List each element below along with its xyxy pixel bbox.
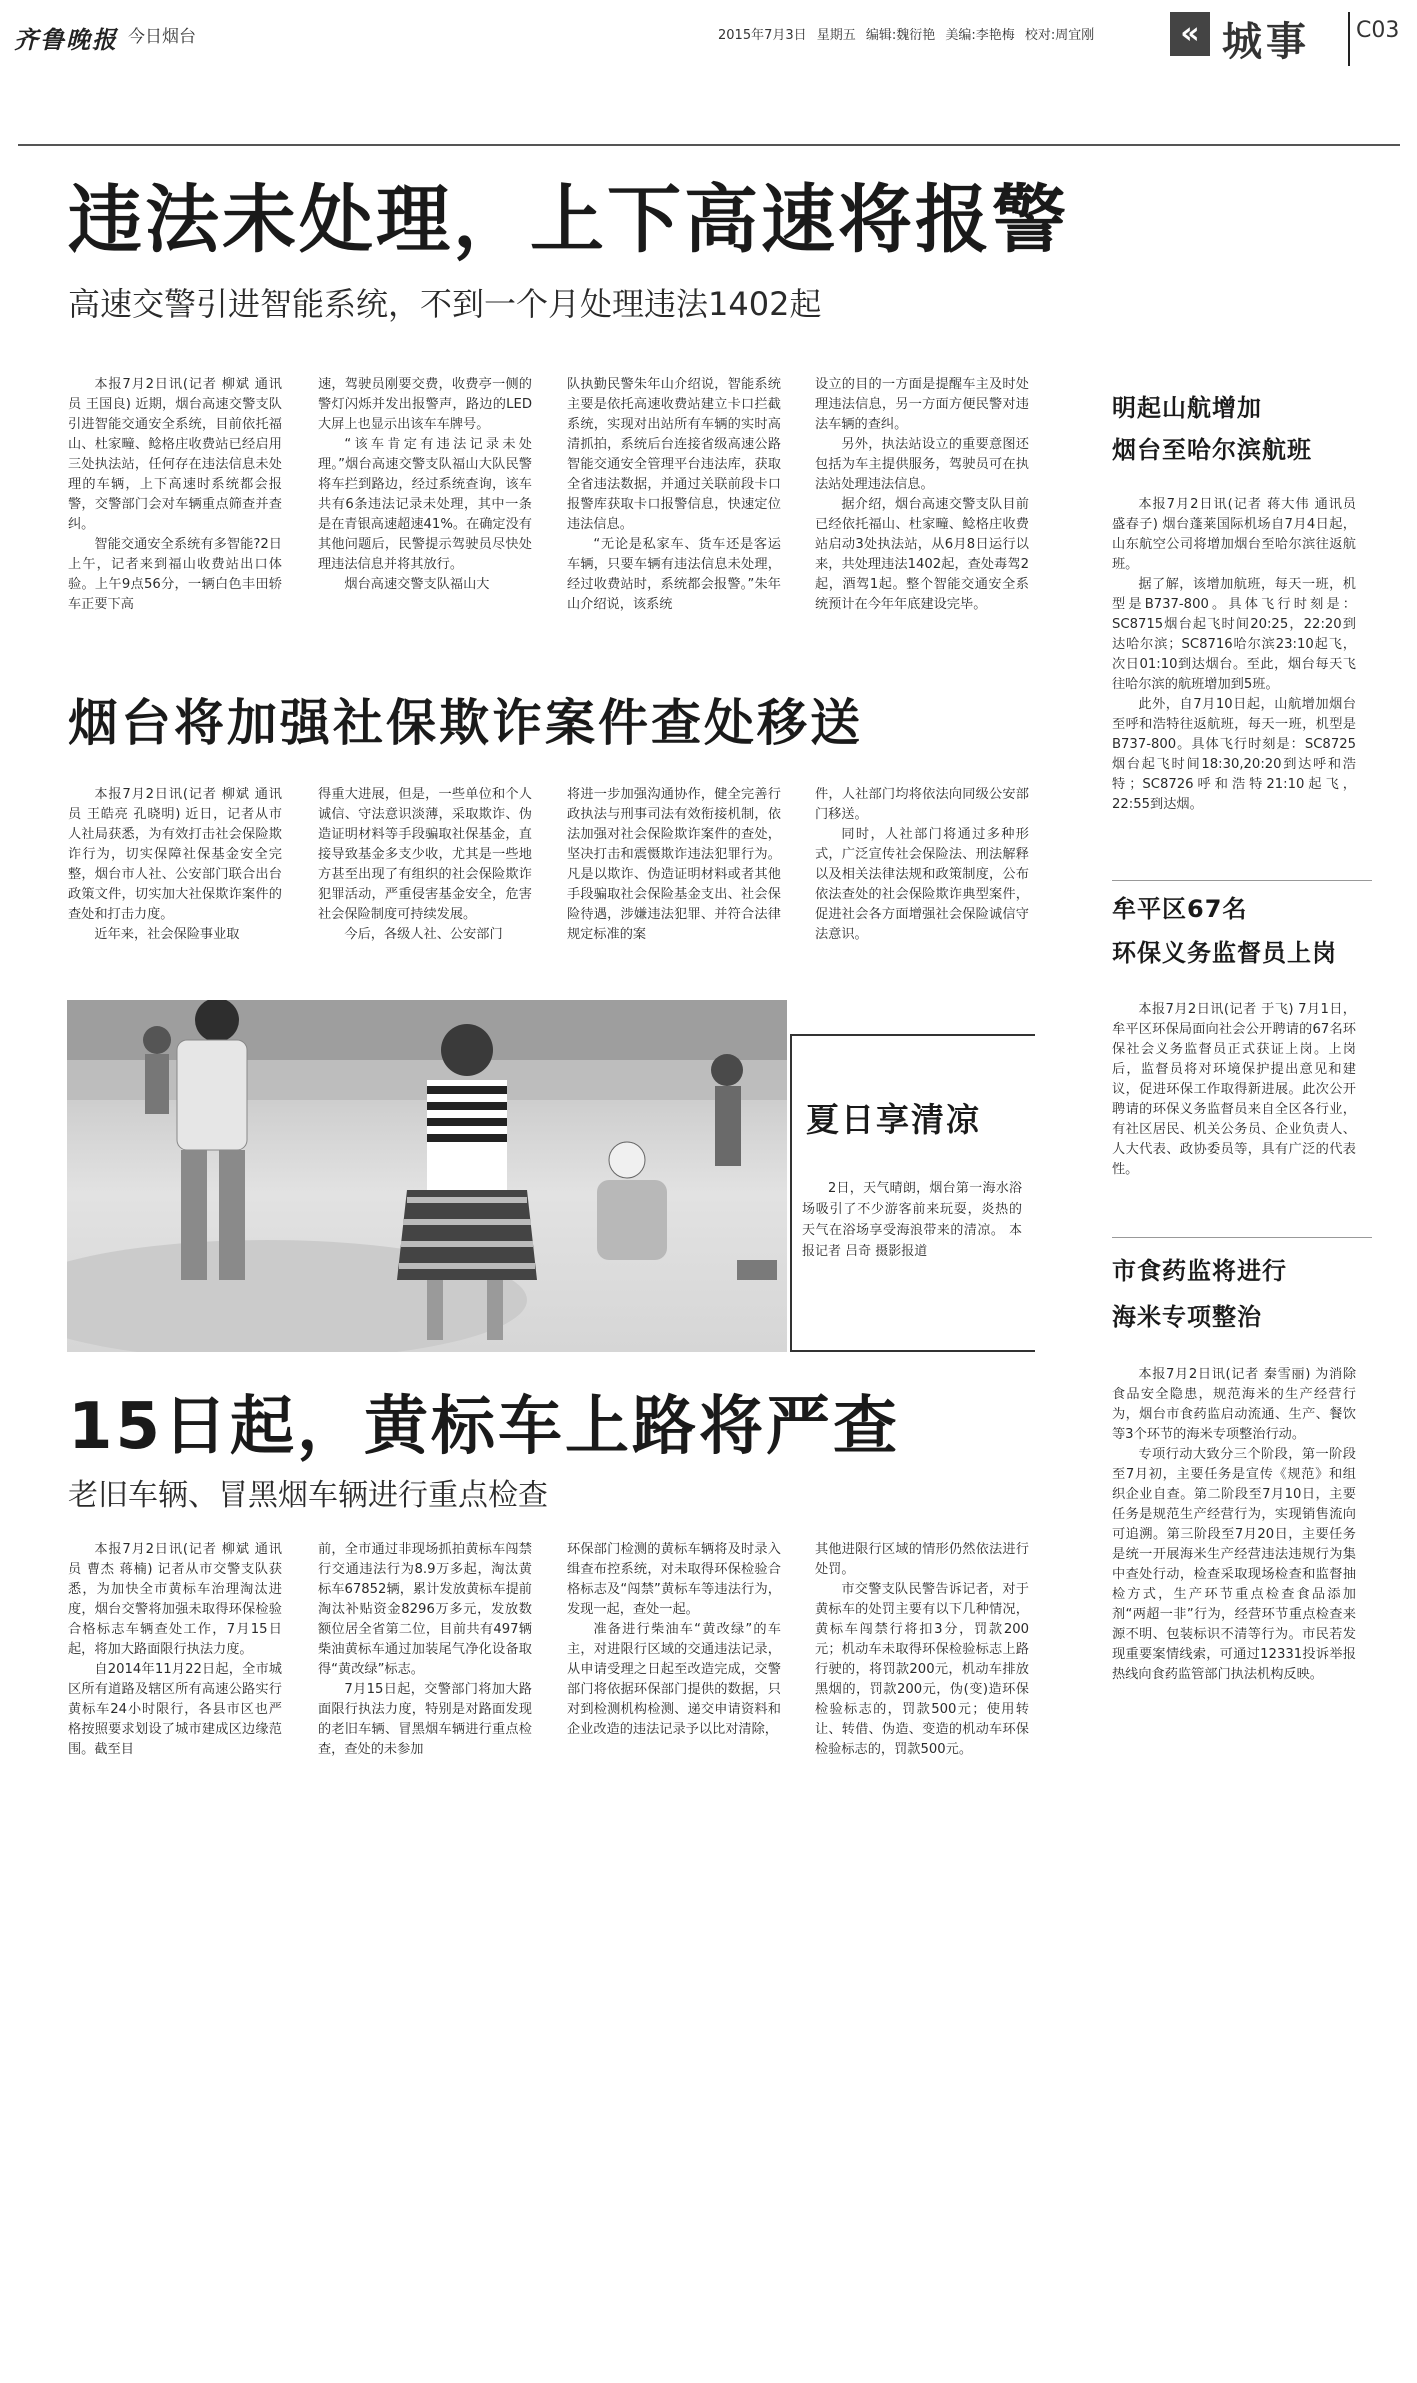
subheadline-article-1: 高速交警引进智能系统，不到一个月处理违法1402起 xyxy=(68,285,822,323)
article-2-column-2 xyxy=(318,785,532,985)
article-1-paragraph: 队执勤民警朱年山介绍说，智能系统主要是依托高速收费站建立卡口拦截系统，实现对出站所有车辆的实时高清抓拍，系统后台连接省级高速公路智能交通安全管理平台违法库，获取全省违法数据，并通过关联前段卡口报警库获取卡口报警信息，快速定位违法信息。 xyxy=(567,377,781,532)
sidebar-headline-1: 明起山航增加 xyxy=(1112,394,1262,422)
article-1-column-2 xyxy=(318,375,532,645)
article-1-paragraph: 智能交通安全系统有多智能?2日上午，记者来到福山收费站出口体验。上午9点56分，一辆白色丰田轿车正要下高 xyxy=(68,537,282,612)
article-1-paragraph: 烟台高速交警支队福山大 xyxy=(344,577,490,592)
sidebar-headline-3-line-2: 海米专项整治 xyxy=(1112,1303,1262,1331)
article-3-paragraph: 其他进限行区域的情形仍然依法进行处罚。 xyxy=(815,1542,1029,1577)
headline-article-3: 15日起，黄标车上路将严查 xyxy=(68,1390,901,1464)
article-3-paragraph: 本报7月2日讯(记者 柳斌 通讯员 曹杰 蒋楠) 记者从市交警支队获悉，为加快全市黄标车治理淘汰进度，烟台交警将加强未取得环保检验合格标志车辆查处工作，7月15日起，将加大路面限行执法力度。 xyxy=(68,1542,282,1657)
article-2-paragraph: 同时，人社部门将通过多种形式，广泛宣传社会保险法、刑法解释以及相关法律法规和政策制度，公布依法查处的社会保险欺诈典型案件，促进社会各方面增强社会保险诚信守法意识。 xyxy=(815,827,1029,942)
sidebar-divider xyxy=(1112,1237,1372,1238)
article-3-paragraph: 7月15日起，交警部门将加大路面限行执法力度，特别是对路面发现的老旧车辆、冒黑烟车辆进行重点检查，查处的未参加 xyxy=(318,1682,532,1757)
photo-caption-text: 2日，天气晴朗，烟台第一海水浴场吸引了不少游客前来玩耍，炎热的天气在浴场享受海浪带来的清凉。 本报记者 吕奇 摄影报道 xyxy=(802,1181,1022,1259)
beach-photo-illustration xyxy=(67,1000,787,1352)
sidebar-paragraph: 本报7月2日讯(记者 于飞) 7月1日，牟平区环保局面向社会公开聘请的67名环保社会义务监督员正式获证上岗。上岗后，监督员将对环境保护提出意见和建议，促进环保工作取得新进展。此次公开聘请的环保义务监督员来自全区各行业，有社区居民、机关公务员、企业负责人、人大代表、政协委员等，具有广泛的代表性。 xyxy=(1112,1002,1356,1177)
article-1-paragraph: “该车肯定有违法记录未处理。”烟台高速交警支队福山大队民警将车拦到路边，经过系统查询，该车共有6条违法记录未处理，其中一条是在青银高速超速41%。在确定没有其他问题后，民警提示驾驶员尽快处理违法信息并将其放行。 xyxy=(318,437,532,572)
sidebar-story-1 xyxy=(1112,495,1356,875)
article-3-paragraph: 环保部门检测的黄标车辆将及时录入缉查布控系统，对未取得环保检验合格标志及“闯禁”黄标车等违法行为，发现一起，查处一起。 xyxy=(567,1542,781,1617)
date-editor-line: 2015年7月3日 星期五 编辑:魏衍艳 美编:李艳梅 校对:周宜刚 xyxy=(718,28,1095,43)
headline-article-1: 违法未处理，上下高速将报警 xyxy=(68,177,1069,263)
sidebar-paragraph: 专项行动大致分三个阶段，第一阶段至7月初，主要任务是宣传《规范》和组织企业自查。第二阶段至7月10日，主要任务是规范生产经营行为，实现销售流向可追溯。第三阶段至7月20日，主要任务是统一开展海米生产经营违法违规行为集中查处行动，检查采取现场检查和监督抽检方式，生产环节重点检查食品添加剂“两超一非”行为，经营环节重点检查来源不明、包装标识不清等行为。市民若发现重要案情线索，可通过12331投诉举报热线向食药监管部门执法机构反映。 xyxy=(1112,1447,1356,1682)
header-rule xyxy=(18,144,1400,146)
article-2-column-1 xyxy=(68,785,282,985)
article-1-paragraph: 本报7月2日讯(记者 柳斌 通讯员 王国良) 近期，烟台高速交警支队引进智能交通安全系统，目前依托福山、杜家疃、鲶格庄收费站已经启用三处执法站，任何存在违法信息未处理的车辆，上下高速时系统都会报警，交警部门会对车辆重点筛查并查纠。 xyxy=(68,377,282,532)
beach-photo xyxy=(67,1000,787,1352)
sidebar-headline-1-line-2: 烟台至哈尔滨航班 xyxy=(1112,436,1312,464)
page-number: C03 xyxy=(1356,18,1400,43)
article-2-paragraph: 件，人社部门均将依法向同级公安部门移送。 xyxy=(815,787,1029,822)
photo-title: 夏日享清凉 xyxy=(806,1100,981,1139)
article-1-paragraph: “无论是私家车、货车还是客运车辆，只要车辆有违法信息未处理，经过收费站时，系统都会报警。”朱年山介绍说，该系统 xyxy=(567,537,781,612)
article-3-paragraph: 自2014年11月22日起，全市城区所有道路及辖区所有高速公路实行黄标车24小时限行，各县市区也严格按照要求划设了城市建成区边缘范围。截至目 xyxy=(68,1662,282,1757)
section-arrow-icon: « xyxy=(1170,12,1210,56)
sidebar-paragraph: 此外，自7月10日起，山航增加烟台至呼和浩特往返航班，每天一班，机型是B737-800。具体飞行时刻是：SC8725烟台起飞时间18:30,20:20到达呼和浩特；SC8726呼和浩特21:10起飞，22:55到达烟。 xyxy=(1112,697,1356,812)
article-3-column-3 xyxy=(567,1540,781,1870)
article-1-column-4 xyxy=(815,375,1029,645)
article-2-paragraph: 得重大进展，但是，一些单位和个人诚信、守法意识淡薄，采取欺诈、伪造证明材料等手段骗取社保基金，直接导致基金多支少收，尤其是一些地方甚至出现了有组织的社会保险欺诈犯罪活动，严重侵害基金安全，危害社会保险制度可持续发展。 xyxy=(318,787,532,922)
sidebar-headline-2-line-2: 环保义务监督员上岗 xyxy=(1112,939,1337,967)
article-1-paragraph: 设立的目的一方面是提醒车主及时处理违法信息，另一方面方便民警对违法车辆的查纠。 xyxy=(815,377,1029,432)
article-2-paragraph: 近年来，社会保险事业取 xyxy=(94,927,240,942)
sidebar-paragraph: 本报7月2日讯(记者 蒋大伟 通讯员 盛春子) 烟台蓬莱国际机场自7月4日起，山东航空公司将增加烟台至哈尔滨往返航班。 xyxy=(1112,497,1356,572)
article-1-column-3 xyxy=(567,375,781,645)
sidebar-paragraph: 本报7月2日讯(记者 秦雪丽) 为消除食品安全隐患，规范海米的生产经营行为，烟台市食药监启动流通、生产、餐饮等3个环节的海米专项整治行动。 xyxy=(1112,1367,1356,1442)
article-1-paragraph: 据介绍，烟台高速交警支队目前已经依托福山、杜家疃、鲶格庄收费站启动3处执法站，从6月8日运行以来，共处理违法1402起，查处毒驾2起，酒驾1起。整个智能交通安全系统预计在今年年底建设完毕。 xyxy=(815,497,1029,612)
article-1-paragraph: 另外，执法站设立的重要意图还包括为车主提供服务，驾驶员可在执法站处理违法信息。 xyxy=(815,437,1029,492)
photo-caption xyxy=(802,1178,1022,1262)
subheadline-article-3: 老旧车辆、冒黑烟车辆进行重点检查 xyxy=(68,1478,548,1513)
newspaper-logo: 齐鲁晚报 xyxy=(14,25,118,54)
sidebar-divider xyxy=(1112,880,1372,881)
header-divider xyxy=(1348,12,1350,66)
sidebar-headline-3: 市食药监将进行 xyxy=(1112,1257,1287,1285)
headline-article-2: 烟台将加强社保欺诈案件查处移送 xyxy=(68,694,863,752)
article-3-column-2 xyxy=(318,1540,532,1870)
sidebar-story-3 xyxy=(1112,1365,1356,1825)
article-3-paragraph: 前，全市通过非现场抓拍黄标车闯禁行交通违法行为8.9万多起，淘汰黄标车67852辆，累计发放黄标车提前淘汰补贴资金8296万多元，发放数额位居全省第二位，目前共有497辆柴油黄标车通过加装尾气净化设备取得“黄改绿”标志。 xyxy=(318,1542,532,1677)
article-2-paragraph: 本报7月2日讯(记者 柳斌 通讯员 王皓亮 孔晓明) 近日，记者从市人社局获悉，为有效打击社会保险欺诈行为，切实保障社保基金安全完整，烟台市人社、公安部门联合出台政策文件，切实加大社保欺诈案件的查处和打击力度。 xyxy=(68,787,282,922)
article-3-column-1 xyxy=(68,1540,282,1870)
section-title: 城事 xyxy=(1222,19,1310,65)
sidebar-headline-2: 牟平区67名 xyxy=(1112,895,1248,923)
article-3-paragraph: 市交警支队民警告诉记者，对于黄标车的处罚主要有以下几种情况，黄标车闯禁行将扣3分，罚款200元；机动车未取得环保检验标志上路行驶的，将罚款200元，机动车排放黑烟的，罚款200元，伪(变)造环保检验标志的，罚款500元；使用转让、转借、伪造、变造的机动车环保检验标志的，罚款500元。 xyxy=(815,1582,1029,1757)
article-3-paragraph: 准备进行柴油车“黄改绿”的车主，对进限行区域的交通违法记录，从申请受理之日起至改造完成，交警部门将依据环保部门提供的数据，只对到检测机构检测、递交申请资料和企业改造的违法记录予以比对清除， xyxy=(567,1622,781,1737)
article-3-column-4 xyxy=(815,1540,1029,1870)
edition-name: 今日烟台 xyxy=(128,27,196,47)
sidebar-story-2 xyxy=(1112,1000,1356,1200)
article-2-paragraph: 今后，各级人社、公安部门 xyxy=(344,927,503,942)
article-1-column-1 xyxy=(68,375,282,645)
article-2-column-3 xyxy=(567,785,781,985)
article-2-column-4 xyxy=(815,785,1029,985)
sidebar-paragraph: 据了解，该增加航班，每天一班，机型是B737-800。具体飞行时刻是：SC8715烟台起飞时间20:25，22:20到达哈尔滨；SC8716哈尔滨23:10起飞，次日01:10到达烟台。至此，烟台每天飞往哈尔滨的航班增加到5班。 xyxy=(1112,577,1356,692)
article-1-paragraph: 速，驾驶员刚要交费，收费亭一侧的警灯闪烁并发出报警声，路边的LED大屏上也显示出该车车牌号。 xyxy=(318,377,532,432)
article-2-paragraph: 将进一步加强沟通协作，健全完善行政执法与刑事司法有效衔接机制，依法加强对社会保险欺诈案件的查处，坚决打击和震慑欺诈违法犯罪行为。凡是以欺诈、伪造证明材料或者其他手段骗取社会保险基金支出、社会保险待遇，涉嫌违法犯罪、并符合法律规定标准的案 xyxy=(567,787,781,942)
